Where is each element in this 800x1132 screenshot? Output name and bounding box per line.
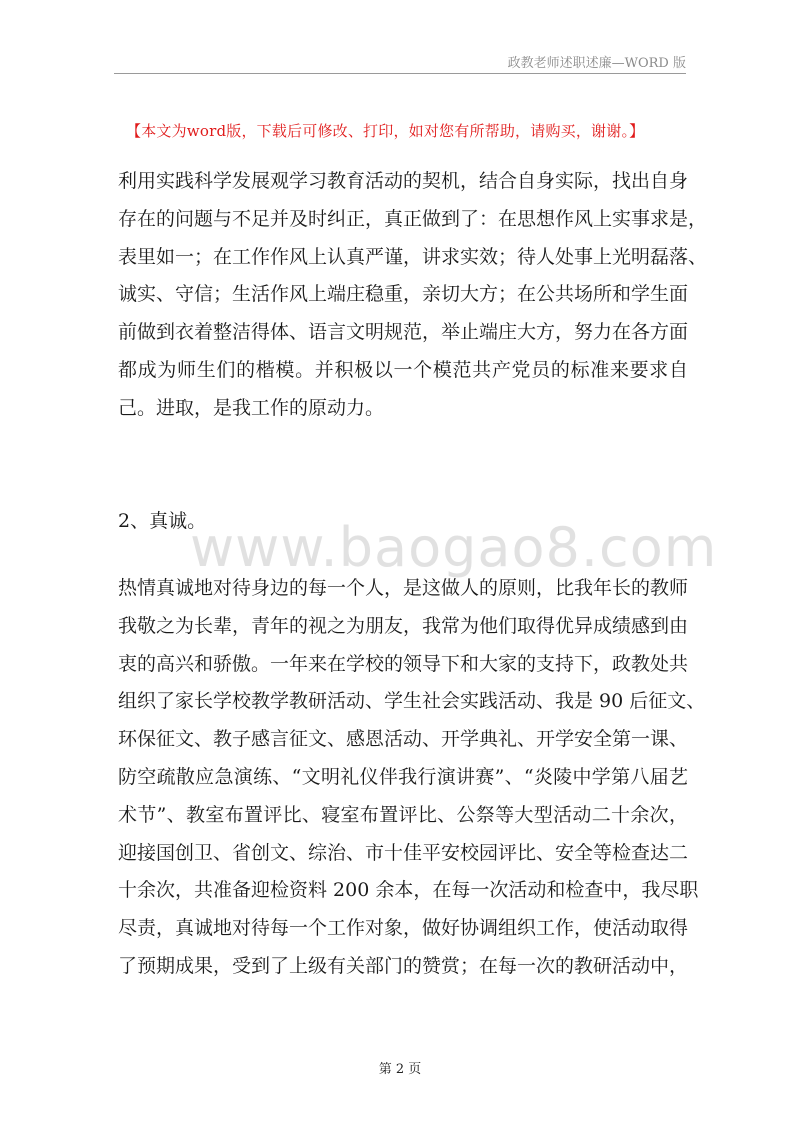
paragraph-line: 热情真诚地对待身边的每一个人，是这做人的原则，比我年长的教师 (118, 577, 689, 599)
paragraph-2 (118, 570, 706, 986)
header-divider (114, 73, 686, 74)
paragraph-1 (118, 163, 708, 428)
site-watermark: www.baogao8.com (190, 516, 718, 579)
paragraph-line: 衷的高兴和骄傲。一年来在学校的领导下和大家的支持下，政教处共 (118, 652, 689, 675)
paragraph-line: 尽责，真诚地对待每一个工作对象，做好协调组织工作，使活动取得 (118, 917, 689, 940)
paragraph-line: 我敬之为长辈，青年的视之为朋友，我常为他们取得优异成绩感到由 (118, 614, 689, 637)
paragraph-line: 术节”、教室布置评比、寝室布置评比、公祭等大型活动二十余次， (118, 803, 688, 826)
paragraph-line: 利用实践科学发展观学习教育活动的契机，结合自身实际，找出自身 (118, 170, 689, 192)
paragraph-line: 了预期成果，受到了上级有关部门的赞赏；在每一次的教研活动中， (118, 954, 689, 977)
paragraph-line: 己。进取，是我工作的原动力。 (118, 396, 385, 419)
document-header-title: 政教老师述职述廉—WORD 版 (507, 56, 686, 71)
page-number: 第 2 页 (378, 1062, 422, 1077)
paragraph-line: 组织了家长学校教学教研活动、学生社会实践活动、我是 90 后征文、 (118, 690, 706, 713)
section-heading: 2、真诚。 (118, 510, 207, 532)
paragraph-line: 诚实、守信；生活作风上端庄稳重，亲切大方；在公共场所和学生面 (118, 283, 689, 306)
paragraph-line: 十余次，共准备迎检资料 200 余本，在每一次活动和检查中，我尽职 (118, 879, 699, 902)
paragraph-line: 表里如一；在工作作风上认真严谨，讲求实效；待人处事上光明磊落、 (118, 245, 708, 268)
paragraph-line: 都成为师生们的楷模。并积极以一个模范共产党员的标准来要求自 (118, 358, 688, 381)
download-notice: 【本文为word版，下载后可修改、打印，如对您有所帮助，请购买，谢谢。】 (126, 122, 645, 140)
paragraph-line: 防空疏散应急演练、“文明礼仪伴我行演讲赛”、“炎陵中学第八届艺 (118, 765, 688, 788)
paragraph-line: 前做到衣着整洁得体、语言文明规范，举止端庄大方，努力在各方面 (118, 321, 689, 344)
paragraph-line: 存在的问题与不足并及时纠正，真正做到了：在思想作风上实事求是， (118, 207, 708, 230)
paragraph-line: 环保征文、教子感言征文、感恩活动、开学典礼、开学安全第一课、 (118, 728, 689, 751)
paragraph-line: 迎接国创卫、省创文、综治、市十佳平安校园评比、安全等检查达二 (118, 841, 689, 864)
